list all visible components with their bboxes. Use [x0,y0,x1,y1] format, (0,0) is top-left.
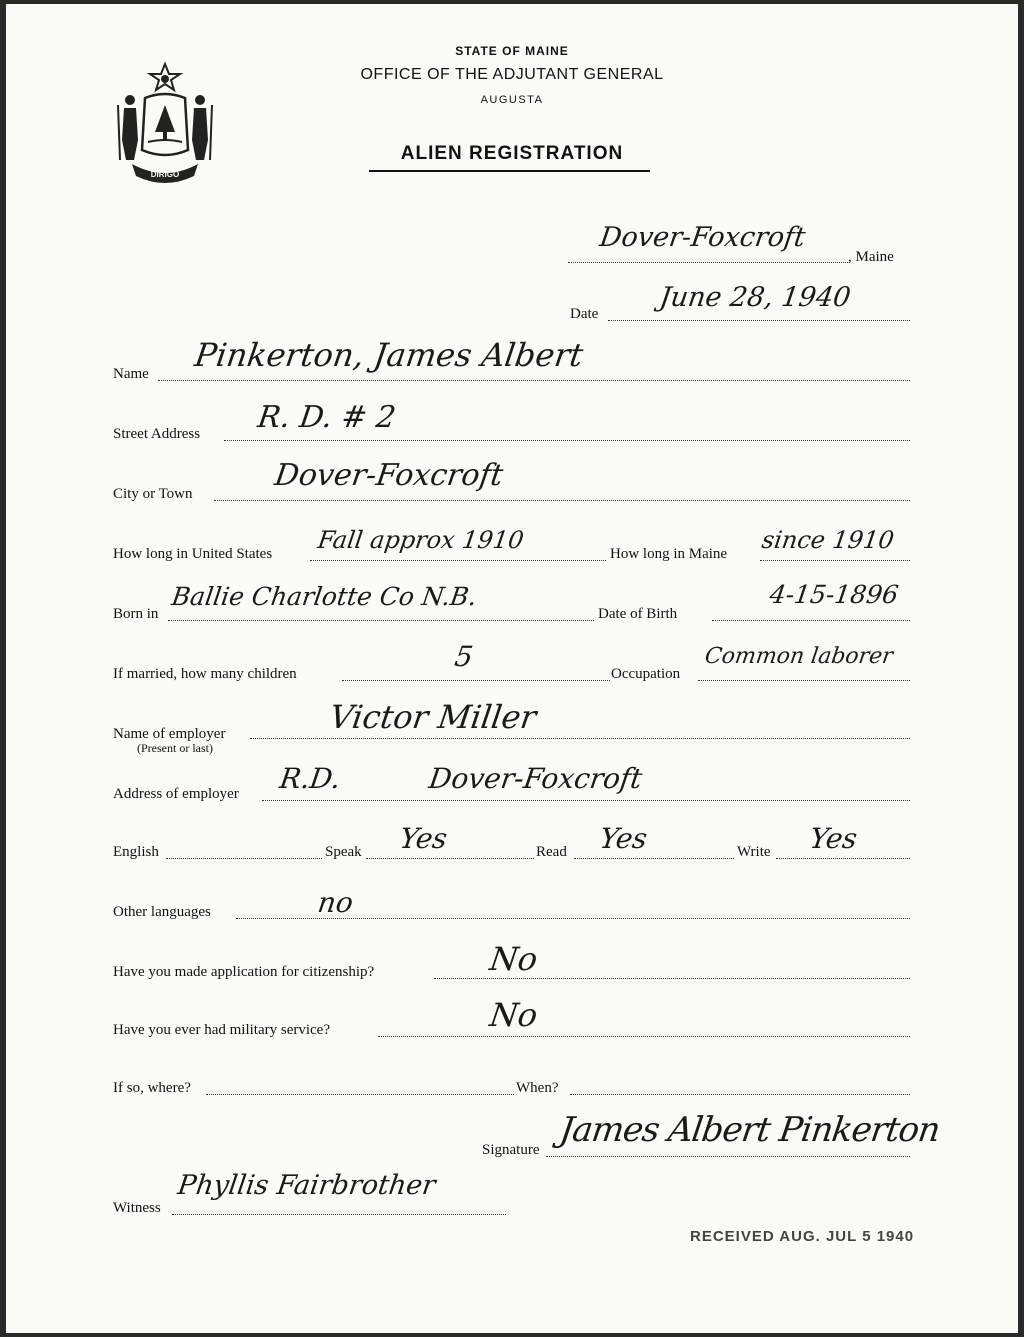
occupation-label: Occupation [611,666,681,682]
how-long-maine-value: since 1910 [760,526,896,554]
date-value: June 28, 1940 [657,282,853,313]
citizenship-value: No [487,940,540,978]
place-suffix: , Maine [848,249,894,265]
signature-value: James Albert Pinkerton [557,1110,943,1150]
header-state: STATE OF MAINE [455,44,569,58]
employer-address-value: R.D. Dover-Foxcroft [277,762,645,795]
city-line [214,500,910,501]
write-value: Yes [807,822,860,855]
military-label: Have you ever had military service? [113,1022,330,1038]
military-line [378,1036,910,1037]
employer-sublabel: (Present or last) [137,741,213,755]
city-label: City or Town [113,486,193,502]
city-value: Dover-Foxcroft [272,458,506,493]
children-line [342,680,610,681]
witness-value: Phyllis Fairbrother [175,1170,438,1201]
write-label: Write [737,844,771,860]
witness-label: Witness [113,1200,161,1216]
date-line [608,320,910,321]
how-long-us-value: Fall approx 1910 [316,526,526,554]
street-label: Street Address [113,426,201,442]
where-line [206,1094,514,1095]
employer-address-line [262,800,910,801]
name-value: Pinkerton, James Albert [192,336,586,374]
how-long-us-line [310,560,606,561]
speak-line [366,858,534,859]
date-label: Date [570,306,599,322]
speak-value: Yes [397,822,450,855]
employer-value: Victor Miller [327,698,539,736]
place-value: Dover-Foxcroft [597,222,808,253]
how-long-maine-line [760,560,910,561]
received-stamp: RECEIVED AUG. JUL 5 1940 [690,1228,915,1245]
other-languages-label: Other languages [113,904,211,920]
read-value: Yes [597,822,650,855]
children-label: If married, how many children [113,666,297,682]
citizenship-line [434,978,910,979]
children-value: 5 [452,640,476,673]
speak-label: Speak [325,844,362,860]
when-label: When? [516,1080,559,1096]
header-city: AUGUSTA [480,94,544,106]
name-label: Name [113,366,149,382]
when-line [570,1094,910,1095]
witness-line [172,1214,506,1215]
born-in-value: Ballie Charlotte Co N.B. [169,582,479,611]
dob-line [712,620,910,621]
born-in-line [168,620,594,621]
born-in-label: Born in [113,606,159,622]
read-label: Read [536,844,567,860]
street-value: R. D. # 2 [255,400,398,435]
other-languages-value: no [315,886,356,919]
name-line [158,380,910,381]
dob-value: 4-15-1896 [767,580,901,609]
dob-label: Date of Birth [598,606,678,622]
signature-label: Signature [482,1142,540,1158]
occupation-line [698,680,910,681]
employer-line [250,738,910,739]
occupation-value: Common laborer [703,644,895,669]
english-line [166,858,322,859]
header-office: OFFICE OF THE ADJUTANT GENERAL [360,66,664,83]
employer-label: Name of employer [113,726,226,742]
title-underline [369,170,650,172]
read-line [574,858,734,859]
employer-address-label: Address of employer [113,786,239,802]
street-line [224,440,910,441]
citizenship-label: Have you made application for citizenship? [113,964,375,980]
how-long-us-label: How long in United States [113,546,273,562]
military-value: No [487,996,540,1034]
english-label: English [113,844,159,860]
how-long-maine-label: How long in Maine [610,546,728,562]
where-label: If so, where? [113,1080,191,1096]
svg-text:DIRIGO: DIRIGO [150,170,180,179]
form-title: ALIEN REGISTRATION [400,143,624,164]
signature-line [546,1156,910,1157]
place-line [568,262,848,263]
write-line [776,858,910,859]
